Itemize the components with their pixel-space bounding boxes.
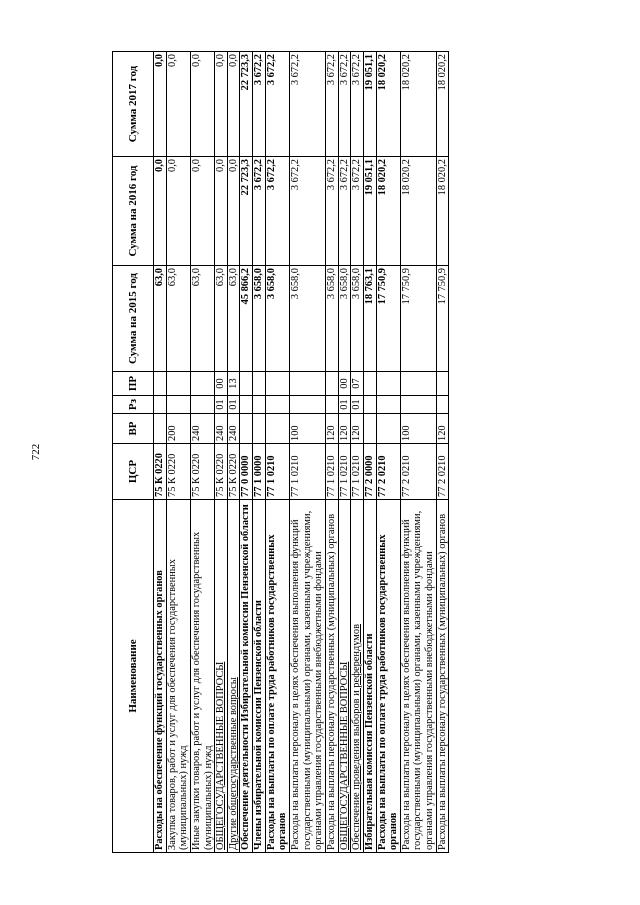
row-csr: 77 1 0210 [338, 444, 351, 500]
row-name: Расходы на выплаты по оплате труда работников государственных органов [376, 500, 400, 853]
row-vr [253, 414, 266, 444]
row-sum-2016: 3 672,2 [253, 157, 266, 266]
row-sum-2017: 18 020,2 [376, 52, 400, 157]
row-rz [240, 396, 253, 414]
row-vr [363, 414, 376, 444]
row-sum-2015: 17 750,9 [376, 266, 400, 372]
header-sum-2017: Сумма 2017 год [113, 52, 154, 157]
row-pr: 00 [338, 372, 351, 396]
row-pr [376, 372, 400, 396]
row-pr [265, 372, 289, 396]
row-vr [376, 414, 400, 444]
row-vr: 120 [338, 414, 351, 444]
row-csr: 77 1 0210 [265, 444, 289, 500]
row-pr [363, 372, 376, 396]
row-pr [190, 372, 214, 396]
row-rz: 01 [351, 396, 364, 414]
row-sum-2017: 18 020,2 [400, 52, 436, 157]
row-sum-2017: 3 672,2 [253, 52, 266, 157]
row-sum-2015: 18 763,1 [363, 266, 376, 372]
row-sum-2016: 0,0 [190, 157, 214, 266]
row-name: Избирательная комиссия Пензенской области [363, 500, 376, 853]
row-sum-2016: 0,0 [166, 157, 190, 266]
row-name: Другие общегосударственные вопросы [227, 500, 240, 853]
row-name: Расходы на выплаты персоналу в целях обеспечения выполнения функций государственными (муниципальными) органами, казенными учреждениями, органами управления государственными внебюджетными фондами [400, 500, 436, 853]
row-vr [154, 414, 167, 444]
row-pr: 07 [351, 372, 364, 396]
table-row [265, 52, 289, 853]
row-name: Расходы на выплаты по оплате труда работников государственных органов [265, 500, 289, 853]
row-rz: 01 [227, 396, 240, 414]
table-row [166, 52, 190, 853]
row-vr: 200 [166, 414, 190, 444]
row-pr: 00 [215, 372, 228, 396]
row-pr [240, 372, 253, 396]
row-sum-2016: 22 723,3 [240, 157, 253, 266]
row-rz: 01 [215, 396, 228, 414]
row-vr: 240 [227, 414, 240, 444]
row-rz [265, 396, 289, 414]
row-name: Расходы на обеспечение функций государственных органов [154, 500, 167, 853]
row-name: Расходы на выплаты персоналу государственных (муниципальных) органов [436, 500, 449, 853]
row-csr: 77 1 0210 [351, 444, 364, 500]
table-row [363, 52, 376, 853]
row-name: Закупка товаров, работ и услуг для обеспечения государственных (муниципальных) нужд [166, 500, 190, 853]
row-csr: 77 1 0210 [290, 444, 326, 500]
header-sum-2016: Сумма на 2016 год [113, 157, 154, 266]
header-sum-2015: Сумма на 2015 год [113, 266, 154, 372]
row-csr: 77 2 0210 [376, 444, 400, 500]
row-pr [325, 372, 338, 396]
row-vr: 120 [325, 414, 338, 444]
row-rz [376, 396, 400, 414]
row-vr: 240 [215, 414, 228, 444]
row-sum-2015: 63,0 [154, 266, 167, 372]
row-rz [325, 396, 338, 414]
row-sum-2016: 0,0 [215, 157, 228, 266]
row-name: Обеспечение деятельности Избирательной комиссии Пензенской области [240, 500, 253, 853]
row-name: Иные закупки товаров, работ и услуг для обеспечения государственных (муниципальных) нужд [190, 500, 214, 853]
row-sum-2015: 17 750,9 [436, 266, 449, 372]
row-sum-2015: 3 658,0 [351, 266, 364, 372]
row-sum-2015: 3 658,0 [290, 266, 326, 372]
table-row [190, 52, 214, 853]
row-sum-2016: 18 020,2 [376, 157, 400, 266]
row-vr: 100 [400, 414, 436, 444]
row-csr: 77 2 0000 [363, 444, 376, 500]
table-row [351, 52, 364, 853]
table-row [154, 52, 167, 853]
row-vr [240, 414, 253, 444]
row-pr [436, 372, 449, 396]
table-row [376, 52, 400, 853]
row-pr [154, 372, 167, 396]
row-sum-2015: 3 658,0 [338, 266, 351, 372]
row-vr: 120 [351, 414, 364, 444]
row-sum-2015: 63,0 [166, 266, 190, 372]
table-row [325, 52, 338, 853]
page-number: 722 [30, 443, 42, 461]
row-sum-2017: 18 020,2 [436, 52, 449, 157]
row-name: ОБЩЕГОСУДАРСТВЕННЫЕ ВОПРОСЫ [338, 500, 351, 853]
table-row [215, 52, 228, 853]
table-row [240, 52, 253, 853]
row-sum-2015: 3 658,0 [253, 266, 266, 372]
header-rz: Рз [113, 396, 154, 414]
row-name: ОБЩЕГОСУДАРСТВЕННЫЕ ВОПРОСЫ [215, 500, 228, 853]
row-sum-2016: 0,0 [227, 157, 240, 266]
row-sum-2017: 3 672,2 [338, 52, 351, 157]
row-name: Расходы на выплаты персоналу государственных (муниципальных) органов [325, 500, 338, 853]
row-rz [290, 396, 326, 414]
row-sum-2017: 0,0 [190, 52, 214, 157]
header-vr: ВР [113, 414, 154, 444]
row-sum-2017: 19 051,1 [363, 52, 376, 157]
row-csr: 77 2 0210 [400, 444, 436, 500]
row-csr: 75 К 0220 [154, 444, 167, 500]
table-row [290, 52, 326, 853]
row-csr: 75 К 0220 [190, 444, 214, 500]
row-sum-2015: 17 750,9 [400, 266, 436, 372]
row-sum-2016: 19 051,1 [363, 157, 376, 266]
row-csr: 77 2 0210 [436, 444, 449, 500]
header-pr: ПР [113, 372, 154, 396]
row-sum-2015: 45 866,2 [240, 266, 253, 372]
table-row [436, 52, 449, 853]
row-csr: 75 К 0220 [227, 444, 240, 500]
row-rz [166, 396, 190, 414]
row-sum-2016: 3 672,2 [351, 157, 364, 266]
row-rz [400, 396, 436, 414]
row-vr: 120 [436, 414, 449, 444]
row-pr [290, 372, 326, 396]
row-sum-2016: 3 672,2 [338, 157, 351, 266]
header-csr: ЦСР [113, 444, 154, 500]
row-csr: 77 1 0210 [325, 444, 338, 500]
table-row [227, 52, 240, 853]
table-row [253, 52, 266, 853]
row-pr [400, 372, 436, 396]
row-sum-2015: 3 658,0 [325, 266, 338, 372]
row-rz [436, 396, 449, 414]
row-rz [363, 396, 376, 414]
row-sum-2017: 0,0 [166, 52, 190, 157]
rotated-table-container [112, 52, 582, 853]
row-vr: 240 [190, 414, 214, 444]
row-sum-2017: 3 672,2 [265, 52, 289, 157]
row-sum-2017: 0,0 [215, 52, 228, 157]
row-name: Обеспечение проведения выборов и референдумов [351, 500, 364, 853]
table-row [338, 52, 351, 853]
row-sum-2015: 63,0 [227, 266, 240, 372]
table-body [154, 52, 449, 853]
row-csr: 75 К 0220 [166, 444, 190, 500]
row-csr: 75 К 0220 [215, 444, 228, 500]
row-rz [253, 396, 266, 414]
row-sum-2015: 63,0 [190, 266, 214, 372]
row-sum-2017: 3 672,2 [290, 52, 326, 157]
row-name: Члены избирательной комиссии Пензенской области [253, 500, 266, 853]
row-vr [265, 414, 289, 444]
row-csr: 77 1 0000 [253, 444, 266, 500]
header-row [113, 52, 154, 853]
row-sum-2016: 0,0 [154, 157, 167, 266]
row-pr [166, 372, 190, 396]
row-sum-2016: 3 672,2 [325, 157, 338, 266]
row-csr: 77 0 0000 [240, 444, 253, 500]
row-sum-2016: 3 672,2 [290, 157, 326, 266]
row-name: Расходы на выплаты персоналу в целях обеспечения выполнения функций государственными (муниципальными) органами, казенными учреждениями, органами управления государственными внебюджетными фондами [290, 500, 326, 853]
row-sum-2016: 18 020,2 [436, 157, 449, 266]
row-sum-2017: 0,0 [227, 52, 240, 157]
row-rz [190, 396, 214, 414]
row-rz: 01 [338, 396, 351, 414]
row-sum-2016: 18 020,2 [400, 157, 436, 266]
row-pr: 13 [227, 372, 240, 396]
header-name: Наименование [113, 500, 154, 853]
row-sum-2017: 0,0 [154, 52, 167, 157]
row-sum-2015: 63,0 [215, 266, 228, 372]
row-sum-2017: 3 672,2 [325, 52, 338, 157]
row-rz [154, 396, 167, 414]
row-sum-2016: 3 672,2 [265, 157, 289, 266]
row-sum-2015: 3 658,0 [265, 266, 289, 372]
row-pr [253, 372, 266, 396]
row-sum-2017: 22 723,3 [240, 52, 253, 157]
row-vr: 100 [290, 414, 326, 444]
row-sum-2017: 3 672,2 [351, 52, 364, 157]
budget-table [112, 51, 449, 853]
table-row [400, 52, 436, 853]
